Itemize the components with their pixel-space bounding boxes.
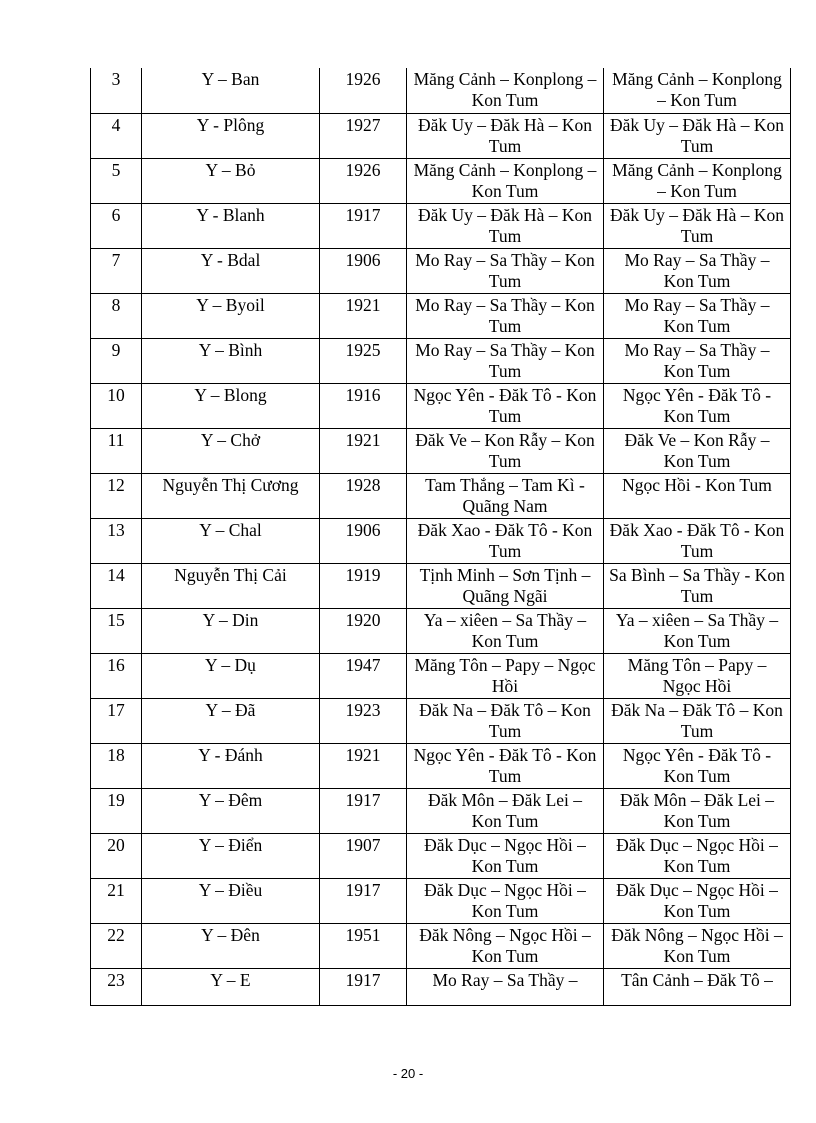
name-cell: Nguyễn Thị Cải (142, 563, 320, 608)
row-number-cell: 18 (91, 743, 142, 788)
birthplace-cell: Tam Thắng – Tam Kì - Quãng Nam (407, 473, 604, 518)
birth-year-cell: 1916 (320, 383, 407, 428)
hometown-cell: Đăk Dục – Ngọc Hồi – Kon Tum (604, 878, 791, 923)
table-row (91, 113, 791, 158)
table-row (91, 743, 791, 788)
birthplace-cell: Đăk Uy – Đăk Hà – Kon Tum (407, 203, 604, 248)
row-number-cell: 17 (91, 698, 142, 743)
hometown-cell: Mo Ray – Sa Thầy – Kon Tum (604, 293, 791, 338)
hometown-cell: Măng Cảnh – Konplong – Kon Tum (604, 158, 791, 203)
birth-year-cell: 1919 (320, 563, 407, 608)
birthplace-cell: Mo Ray – Sa Thầy – Kon Tum (407, 293, 604, 338)
birthplace-cell: Ngọc Yên - Đăk Tô - Kon Tum (407, 383, 604, 428)
hometown-cell: Ngọc Yên - Đăk Tô - Kon Tum (604, 383, 791, 428)
name-cell: Y – Byoil (142, 293, 320, 338)
table-row (91, 833, 791, 878)
birth-year-cell: 1925 (320, 338, 407, 383)
name-cell: Y – Đã (142, 698, 320, 743)
table-row (91, 563, 791, 608)
birthplace-cell: Tịnh Minh – Sơn Tịnh – Quãng Ngãi (407, 563, 604, 608)
row-number-cell: 23 (91, 968, 142, 1005)
row-number-cell: 6 (91, 203, 142, 248)
name-cell: Y – Điều (142, 878, 320, 923)
row-number-cell: 10 (91, 383, 142, 428)
birth-year-cell: 1920 (320, 608, 407, 653)
hometown-cell: Ngọc Hồi - Kon Tum (604, 473, 791, 518)
hometown-cell: Đăk Na – Đăk Tô – Kon Tum (604, 698, 791, 743)
hometown-cell: Măng Tôn – Papy – Ngọc Hồi (604, 653, 791, 698)
birthplace-cell: Đăk Xao - Đăk Tô - Kon Tum (407, 518, 604, 563)
row-number-cell: 3 (91, 68, 142, 113)
hometown-cell: Mo Ray – Sa Thầy – Kon Tum (604, 338, 791, 383)
row-number-cell: 7 (91, 248, 142, 293)
hometown-cell: Đăk Dục – Ngọc Hồi – Kon Tum (604, 833, 791, 878)
row-number-cell: 8 (91, 293, 142, 338)
name-cell: Y – Bình (142, 338, 320, 383)
row-number-cell: 14 (91, 563, 142, 608)
row-number-cell: 9 (91, 338, 142, 383)
table-row (91, 788, 791, 833)
birthplace-cell: Đăk Uy – Đăk Hà – Kon Tum (407, 113, 604, 158)
hometown-cell: Sa Bình – Sa Thầy - Kon Tum (604, 563, 791, 608)
birth-year-cell: 1926 (320, 68, 407, 113)
birthplace-cell: Mo Ray – Sa Thầy – (407, 968, 604, 1005)
birth-year-cell: 1921 (320, 743, 407, 788)
row-number-cell: 12 (91, 473, 142, 518)
birth-year-cell: 1907 (320, 833, 407, 878)
row-number-cell: 11 (91, 428, 142, 473)
birth-year-cell: 1906 (320, 248, 407, 293)
hometown-cell: Đăk Xao - Đăk Tô - Kon Tum (604, 518, 791, 563)
table-body (91, 68, 791, 1005)
table-row (91, 698, 791, 743)
name-cell: Y – Dụ (142, 653, 320, 698)
birthplace-cell: Măng Tôn – Papy – Ngọc Hồi (407, 653, 604, 698)
name-cell: Y – Chở (142, 428, 320, 473)
table-row (91, 608, 791, 653)
row-number-cell: 13 (91, 518, 142, 563)
name-cell: Y – Đêm (142, 788, 320, 833)
name-cell: Y – Đên (142, 923, 320, 968)
birthplace-cell: Mo Ray – Sa Thầy – Kon Tum (407, 248, 604, 293)
birthplace-cell: Mo Ray – Sa Thầy – Kon Tum (407, 338, 604, 383)
birth-year-cell: 1921 (320, 293, 407, 338)
row-number-cell: 5 (91, 158, 142, 203)
name-cell: Y - Plông (142, 113, 320, 158)
table-row (91, 878, 791, 923)
hometown-cell: Đăk Uy – Đăk Hà – Kon Tum (604, 113, 791, 158)
birth-year-cell: 1926 (320, 158, 407, 203)
row-number-cell: 19 (91, 788, 142, 833)
row-number-cell: 20 (91, 833, 142, 878)
name-cell: Y – Ban (142, 68, 320, 113)
birth-year-cell: 1917 (320, 788, 407, 833)
birthplace-cell: Đăk Nông – Ngọc Hồi – Kon Tum (407, 923, 604, 968)
hometown-cell: Tân Cảnh – Đăk Tô – (604, 968, 791, 1005)
birthplace-cell: Măng Cảnh – Konplong – Kon Tum (407, 158, 604, 203)
birthplace-cell: Măng Cảnh – Konplong – Kon Tum (407, 68, 604, 113)
birthplace-cell: Đăk Môn – Đăk Lei – Kon Tum (407, 788, 604, 833)
name-cell: Nguyễn Thị Cương (142, 473, 320, 518)
page-number: - 20 - (392, 1066, 424, 1081)
birth-year-cell: 1951 (320, 923, 407, 968)
hometown-cell: Đăk Uy – Đăk Hà – Kon Tum (604, 203, 791, 248)
table-row (91, 248, 791, 293)
people-table (90, 68, 791, 1006)
name-cell: Y - Bdal (142, 248, 320, 293)
hometown-cell: Đăk Nông – Ngọc Hồi – Kon Tum (604, 923, 791, 968)
name-cell: Y – Bỏ (142, 158, 320, 203)
row-number-cell: 22 (91, 923, 142, 968)
table-row (91, 428, 791, 473)
table-row (91, 68, 791, 113)
birth-year-cell: 1906 (320, 518, 407, 563)
table-row (91, 473, 791, 518)
hometown-cell: Ya – xiêen – Sa Thầy – Kon Tum (604, 608, 791, 653)
birth-year-cell: 1921 (320, 428, 407, 473)
birthplace-cell: Đăk Ve – Kon Rẫy – Kon Tum (407, 428, 604, 473)
row-number-cell: 4 (91, 113, 142, 158)
row-number-cell: 21 (91, 878, 142, 923)
birth-year-cell: 1917 (320, 203, 407, 248)
name-cell: Y – Din (142, 608, 320, 653)
hometown-cell: Đăk Môn – Đăk Lei – Kon Tum (604, 788, 791, 833)
birthplace-cell: Ngọc Yên - Đăk Tô - Kon Tum (407, 743, 604, 788)
table-row (91, 158, 791, 203)
hometown-cell: Đăk Ve – Kon Rẫy – Kon Tum (604, 428, 791, 473)
birth-year-cell: 1917 (320, 968, 407, 1005)
birthplace-cell: Đăk Na – Đăk Tô – Kon Tum (407, 698, 604, 743)
name-cell: Y – E (142, 968, 320, 1005)
hometown-cell: Mo Ray – Sa Thầy – Kon Tum (604, 248, 791, 293)
name-cell: Y – Điển (142, 833, 320, 878)
birth-year-cell: 1947 (320, 653, 407, 698)
table-row (91, 518, 791, 563)
table-row (91, 968, 791, 1005)
name-cell: Y - Đánh (142, 743, 320, 788)
birthplace-cell: Đăk Dục – Ngọc Hồi – Kon Tum (407, 833, 604, 878)
name-cell: Y - Blanh (142, 203, 320, 248)
name-cell: Y – Blong (142, 383, 320, 428)
birth-year-cell: 1923 (320, 698, 407, 743)
birthplace-cell: Đăk Dục – Ngọc Hồi – Kon Tum (407, 878, 604, 923)
hometown-cell: Ngọc Yên - Đăk Tô - Kon Tum (604, 743, 791, 788)
table-row (91, 293, 791, 338)
hometown-cell: Măng Cảnh – Konplong – Kon Tum (604, 68, 791, 113)
table-row (91, 383, 791, 428)
row-number-cell: 16 (91, 653, 142, 698)
table-row (91, 203, 791, 248)
row-number-cell: 15 (91, 608, 142, 653)
birthplace-cell: Ya – xiêen – Sa Thầy – Kon Tum (407, 608, 604, 653)
birth-year-cell: 1927 (320, 113, 407, 158)
table-row (91, 338, 791, 383)
birth-year-cell: 1928 (320, 473, 407, 518)
table-row (91, 923, 791, 968)
birth-year-cell: 1917 (320, 878, 407, 923)
table-row (91, 653, 791, 698)
name-cell: Y – Chal (142, 518, 320, 563)
